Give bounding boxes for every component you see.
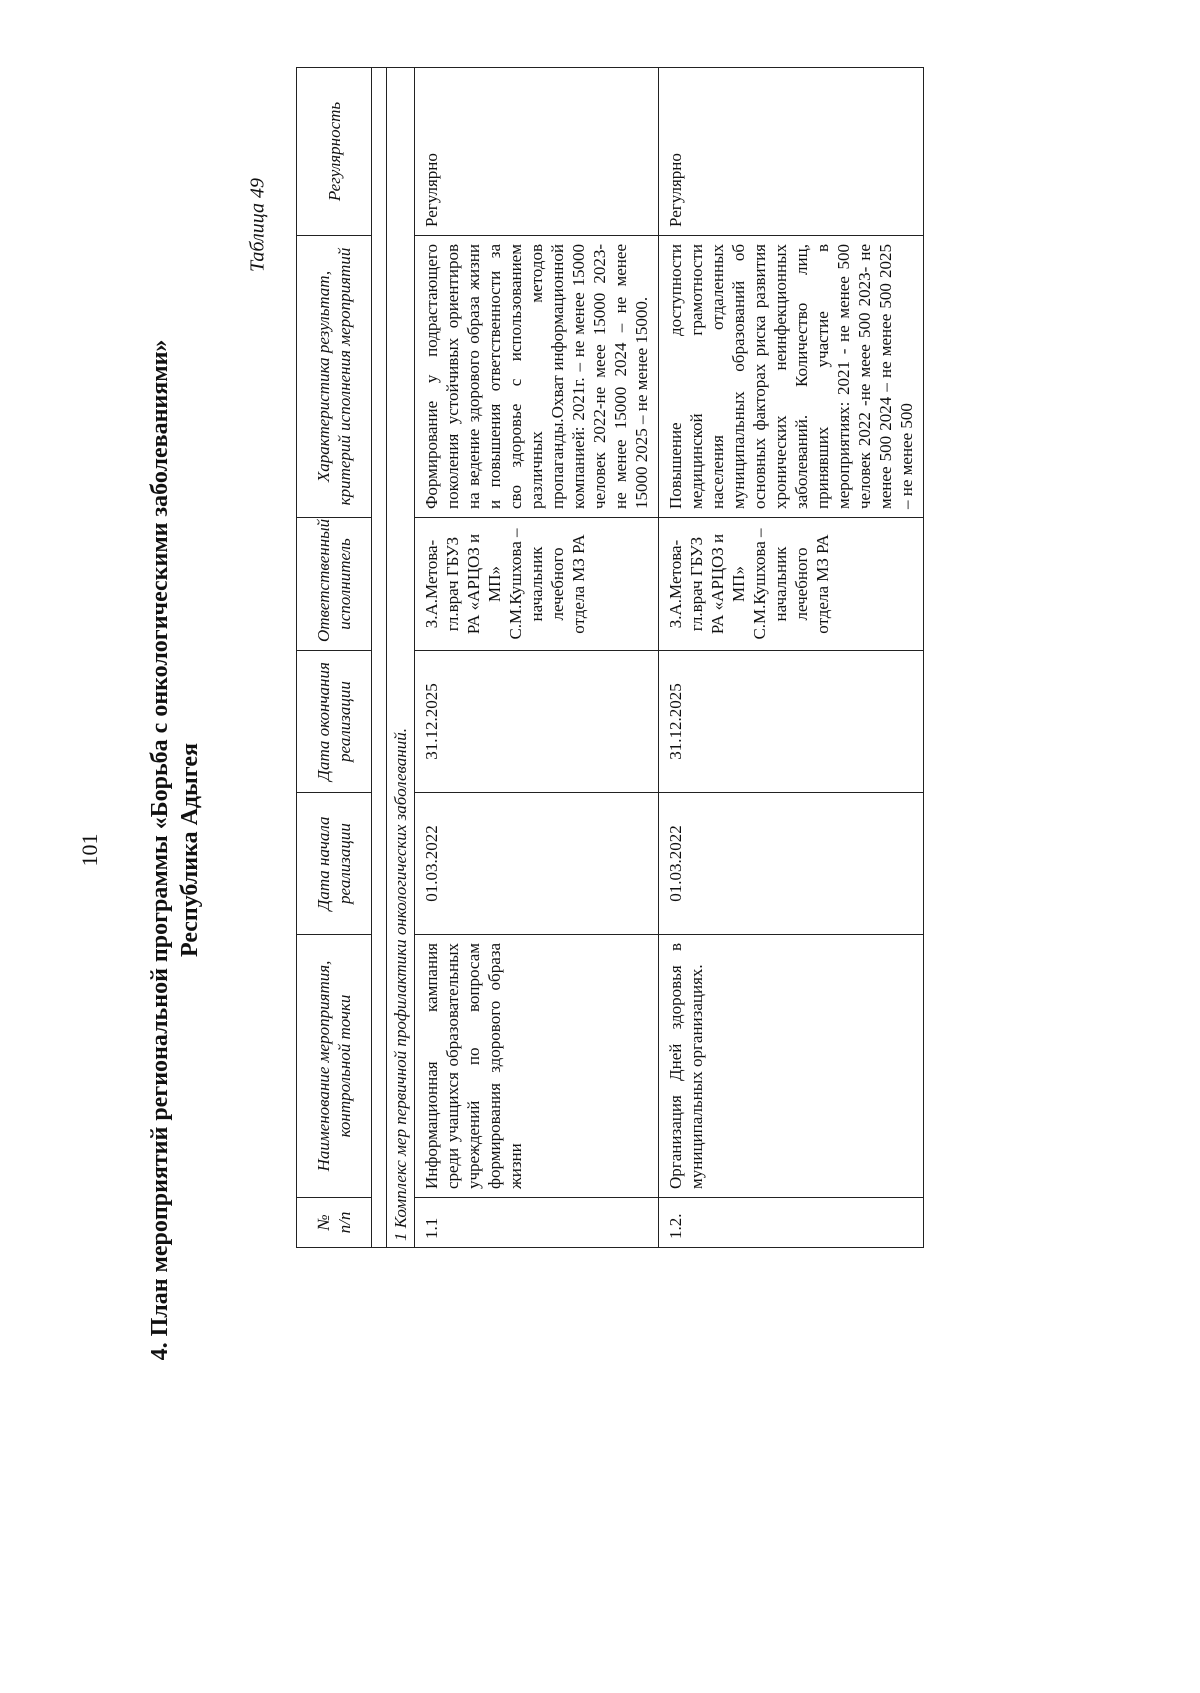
row-responsible: З.А.Метова- гл.врач ГБУЗ РА «АРЦОЗ и МП» С.М.Кушхова – начальник лечебного отдела МЗ РА — [415, 518, 659, 651]
spacer-row — [372, 68, 387, 1248]
row-result: Формирование у подрастающего поколения устойчивых ориентиров на ведение здорового образа жизни и повышения ответственности за сво здоровье с использованием различных методов пропаганды.Охват информационной компанией: 2021г. – не менее 15000 человек 2022-не меeе 15000 2023- не менее 15000 2024 – не менее 15000 2025 – не менее 15000. — [415, 236, 659, 518]
header-end: Дата окончания реализации — [297, 651, 372, 793]
row-start: 01.03.2022 — [659, 793, 924, 935]
table-row — [415, 68, 659, 1248]
table-row — [659, 68, 924, 1248]
header-responsible: Ответственный исполнитель — [297, 518, 372, 651]
header-regularity: Регулярность — [297, 68, 372, 236]
document-title — [145, 340, 205, 1361]
row-responsible: З.А.Метова- гл.врач ГБУЗ РА «АРЦОЗ и МП» С.М.Кушхова – начальник лечебного отдела МЗ РА — [659, 518, 924, 651]
table-caption: Таблица 49 — [246, 178, 269, 272]
title-line-1: 4. План мероприятий региональной программы «Борьба с онкологическими заболеваниями» — [147, 339, 173, 1361]
row-regularity: Регулярно — [415, 68, 659, 236]
header-name: Наименование мероприятия, контрольной точки — [297, 935, 372, 1198]
row-num: 1.1 — [415, 1198, 659, 1248]
page-number: 101 — [77, 833, 102, 867]
table-container — [296, 68, 1061, 1248]
header-num: № п/п — [297, 1198, 372, 1248]
header-start: Дата начала реализации — [297, 793, 372, 935]
header-result: Характеристика результат, критерий исполнения мероприятий — [297, 236, 372, 518]
row-name: Организация Дней здоровья в муниципальных организациях. — [659, 935, 924, 1198]
section-title: 1 Комплекс мер первичной профилактики онкологических заболеваний. — [387, 68, 415, 1248]
row-end: 31.12.2025 — [659, 651, 924, 793]
section-row — [387, 68, 415, 1248]
row-num: 1.2. — [659, 1198, 924, 1248]
title-line-2: Республика Адыгея — [177, 742, 203, 958]
row-name: Информационная кампания среди учащихся образовательных учреждений по вопросам формирования здорового образа жизни — [415, 935, 659, 1198]
header-row — [297, 68, 372, 1248]
row-regularity: Регулярно — [659, 68, 924, 236]
row-start: 01.03.2022 — [415, 793, 659, 935]
row-end: 31.12.2025 — [415, 651, 659, 793]
rotated-table — [296, 68, 1061, 1248]
row-result: Повышение доступности медицинской грамотности населения отдаленных муниципальных образований об основных факторах риска развития хронических неинфекционных заболеваний. Количество лиц, принявших участие в мероприятиях: 2021 - не менее 500 человек 2022 -не меeе 500 2023- не менее 500 2024 – не менее 500 2025 – не менее 500 — [659, 236, 924, 518]
events-table — [296, 67, 924, 1248]
